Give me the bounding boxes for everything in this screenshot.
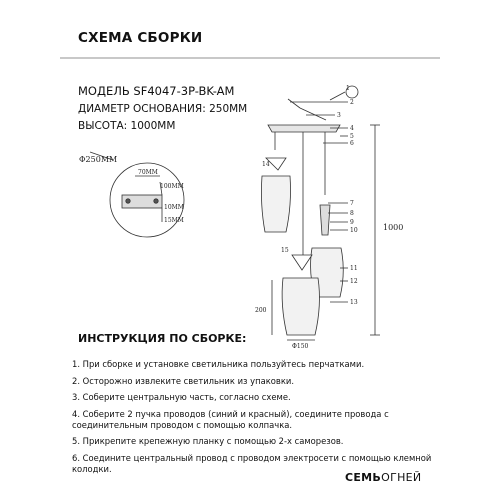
callout-3: 3 <box>337 112 341 119</box>
callout-1: 1 <box>346 85 350 92</box>
callout-12: 12 <box>350 278 358 285</box>
cup-middle <box>292 255 312 270</box>
screw-hole <box>126 199 130 203</box>
diameter-spec: ДИАМЕТР ОСНОВАНИЯ: 250ММ <box>78 103 248 115</box>
mounting-plate-drawing <box>90 152 184 237</box>
instruction-step: 6. Соедините центральный провод с проводом электросети с помощью клемной колодки. <box>72 452 432 474</box>
height-spec: ВЫСОТА: 1000ММ <box>78 120 176 132</box>
brand-logo <box>345 471 421 484</box>
screw-hole <box>154 199 158 203</box>
dim-70-label: 70MM <box>138 169 158 176</box>
callout-5: 5 <box>350 133 354 140</box>
callout-8: 8 <box>350 210 354 217</box>
shade-left <box>261 176 290 232</box>
socket-right <box>320 205 330 235</box>
instruction-step: 1. При сборке и установке светильника пользуйтесь перчатками. <box>72 359 365 369</box>
callout-10: 10 <box>350 227 358 234</box>
instructions-list <box>72 359 432 481</box>
callout-7: 7 <box>350 200 354 207</box>
callout-15: 15 <box>281 247 289 254</box>
dim-15-label: 15MM <box>164 217 184 224</box>
dim-10-label: 10MM <box>164 204 184 211</box>
instruction-step: 5. Прикрепите крепежную планку с помощью 2-х саморезов. <box>72 436 344 447</box>
instruction-step: 2. Осторожно извлеките светильник из упаковки. <box>72 375 294 386</box>
instruction-step: 3. Соберите центральную часть, согласно схеме. <box>72 392 291 403</box>
page-title: СХЕМА СБОРКИ <box>78 30 203 46</box>
canopy <box>268 125 340 132</box>
chandelier-drawing <box>261 86 380 340</box>
brand-logo-bold: СЕМЬ <box>345 471 382 484</box>
base-diameter-label: Φ250MM <box>79 155 118 164</box>
instruction-step: 4. Соберите 2 пучка проводов (синий и красный), соедините провода с соединительным проводом с помощью колпачка. <box>72 408 389 430</box>
callout-13: 13 <box>350 299 358 306</box>
callout-6: 6 <box>350 140 354 147</box>
callout-4: 4 <box>350 125 354 132</box>
shade-height-label: 200 <box>255 307 267 314</box>
instructions-title: ИНСТРУКЦИЯ ПО СБОРКЕ: <box>78 332 247 345</box>
dim-100-label: 100MM <box>160 183 184 190</box>
callout-2: 2 <box>350 99 354 106</box>
shade-middle <box>282 278 319 335</box>
shade-diameter-label: Φ150 <box>292 343 309 350</box>
callout-14: 14 <box>262 161 270 168</box>
brand-logo-light: ОГНЕЙ <box>381 471 422 484</box>
overall-height-label: 1000 <box>383 223 404 232</box>
model-spec: МОДЕЛЬ SF4047-3P-BK-AM <box>78 84 235 98</box>
callout-9: 9 <box>350 219 354 226</box>
callout-11: 11 <box>350 265 358 272</box>
